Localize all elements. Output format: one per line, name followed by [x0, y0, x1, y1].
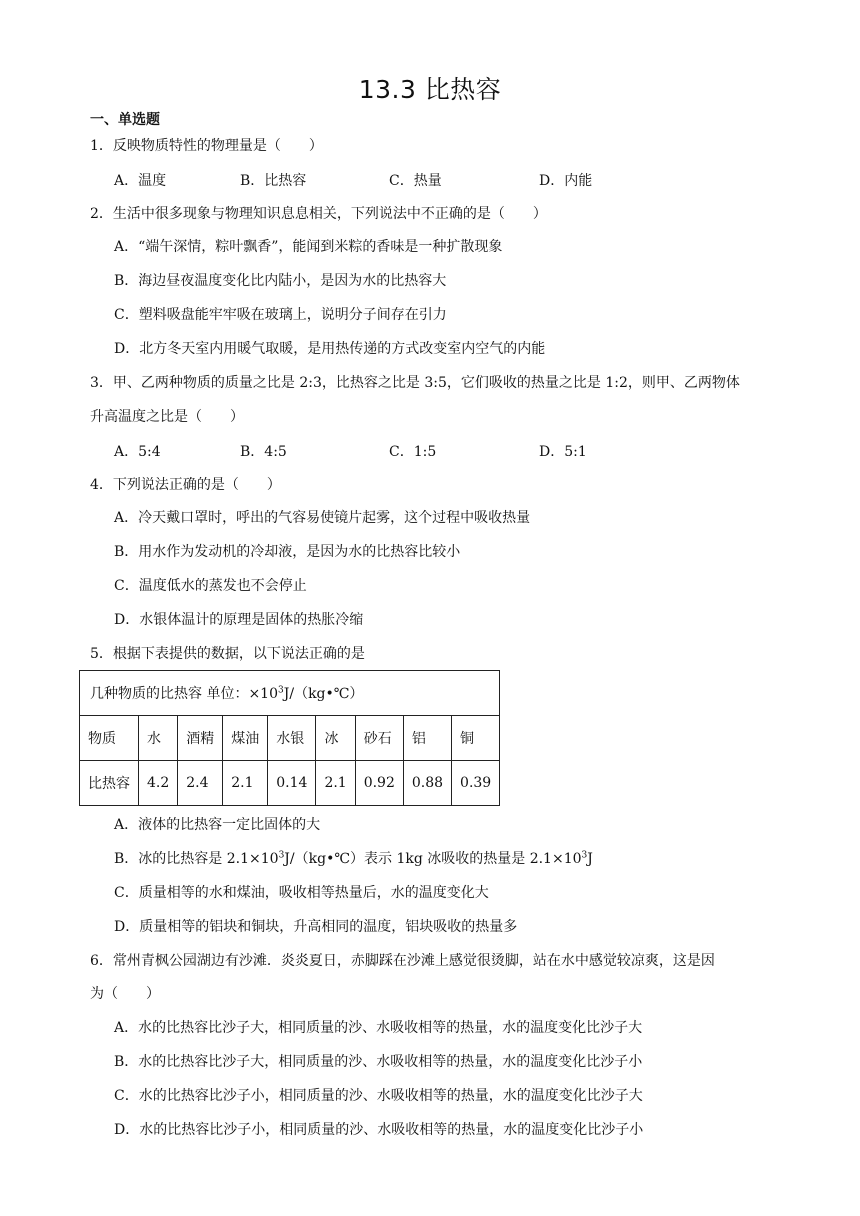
question-1-option-a: A．温度	[114, 173, 167, 189]
question-3-option-a: A．5:4	[114, 444, 161, 460]
question-2-option-d: D．北方冬天室内用暖气取暖，是用热传递的方式改变室内空气的内能	[114, 341, 546, 357]
table-cell: 2.1	[316, 761, 355, 806]
question-6-option-b: B．水的比热容比沙子大，相同质量的沙、水吸收相等的热量，水的温度变化比沙子小	[114, 1054, 643, 1070]
question-5-option-d: D．质量相等的铝块和铜块，升高相同的温度，铝块吸收的热量多	[114, 919, 518, 935]
question-1-options	[114, 170, 674, 190]
question-4-option-b: B．用水作为发动机的冷却液，是因为水的比热容比较小	[114, 544, 461, 560]
question-4-stem: 4．下列说法正确的是（ ）	[90, 477, 281, 493]
question-5-option-b: B．冰的比热容是 $2.1\times 10^3J/(kg•℃)$表示 1kg 冰吸收的热量是 $2.1\times 10^3J$	[114, 850, 593, 867]
question-6-stem-line-1: 6．常州青枫公园湖边有沙滩．炎炎夏日，赤脚踩在沙滩上感觉很烫脚，站在水中感觉较凉爽，这是因	[90, 953, 715, 969]
table-caption: 几种物质的比热容 单位：$\times 10^3J/(kg•℃)$	[80, 671, 500, 716]
table-cell: 0.39	[452, 761, 500, 806]
question-1-option-b: B．比热容	[240, 173, 307, 189]
table-cell: 铝	[403, 716, 451, 761]
question-3-option-d: D．5:1	[539, 444, 587, 460]
table-cell: 比热容	[80, 761, 139, 806]
question-6-stem-line-2: 为（ ）	[90, 986, 160, 1002]
question-3-stem-line-1: 3．甲、乙两种物质的质量之比是 2:3，比热容之比是 3:5，它们吸收的热量之比是 1:2，则甲、乙两物体	[90, 375, 740, 391]
question-6-option-a: A．水的比热容比沙子大，相同质量的沙、水吸收相等的热量，水的温度变化比沙子大	[114, 1020, 643, 1036]
table-cell: 冰	[316, 716, 355, 761]
question-6-option-d: D．水的比热容比沙子小，相同质量的沙、水吸收相等的热量，水的温度变化比沙子小	[114, 1122, 644, 1138]
question-5-option-a: A．液体的比热容一定比固体的大	[114, 817, 321, 833]
question-1-stem: 1．反映物质特性的物理量是（ ）	[90, 138, 323, 154]
table-caption-row	[80, 671, 500, 716]
section-heading: 一、单选题	[90, 112, 160, 128]
question-6-option-c: C．水的比热容比沙子小，相同质量的沙、水吸收相等的热量，水的温度变化比沙子大	[114, 1088, 643, 1104]
table-cell: 2.1	[223, 761, 268, 806]
table-cell: 2.4	[178, 761, 223, 806]
question-3-option-b: B．4:5	[240, 444, 287, 460]
table-cell: 物质	[80, 716, 139, 761]
question-1-option-c: C．热量	[389, 173, 442, 189]
specific-heat-table	[79, 670, 500, 806]
table-cell: 煤油	[223, 716, 268, 761]
page-title: 13.3 比热容	[358, 75, 502, 104]
question-4-option-c: C．温度低水的蒸发也不会停止	[114, 578, 307, 594]
question-2-option-b: B．海边昼夜温度变化比内陆小，是因为水的比热容大	[114, 273, 447, 289]
question-5-stem: 5．根据下表提供的数据，以下说法正确的是	[90, 646, 365, 662]
table-cell: 酒精	[178, 716, 223, 761]
question-2-option-c: C．塑料吸盘能牢牢吸在玻璃上，说明分子间存在引力	[114, 307, 447, 323]
table-cell: 水银	[268, 716, 316, 761]
table-cell: 砂石	[355, 716, 403, 761]
question-3-stem-line-2: 升高温度之比是（ ）	[90, 409, 244, 425]
question-3-option-c: C．1:5	[389, 444, 437, 460]
table-row	[80, 761, 500, 806]
question-2-stem: 2．生活中很多现象与物理知识息息相关，下列说法中不正确的是（ ）	[90, 206, 547, 222]
table-cell: 0.88	[403, 761, 451, 806]
table-cell: 铜	[452, 716, 500, 761]
question-2-option-a: A．“端午深情，粽叶飘香”，能闻到米粽的香味是一种扩散现象	[114, 239, 503, 255]
question-4-option-a: A．冷天戴口罩时，呼出的气容易使镜片起雾，这个过程中吸收热量	[114, 510, 531, 526]
question-5-option-c: C．质量相等的水和煤油，吸收相等热量后，水的温度变化大	[114, 885, 489, 901]
question-1-option-d: D．内能	[539, 173, 593, 189]
table-cell: 4.2	[139, 761, 178, 806]
table-cell: 水	[139, 716, 178, 761]
table-cell: 0.14	[268, 761, 316, 806]
question-4-option-d: D．水银体温计的原理是固体的热胀冷缩	[114, 612, 364, 628]
table-cell: 0.92	[355, 761, 403, 806]
table-row	[80, 716, 500, 761]
question-3-options	[114, 441, 674, 461]
